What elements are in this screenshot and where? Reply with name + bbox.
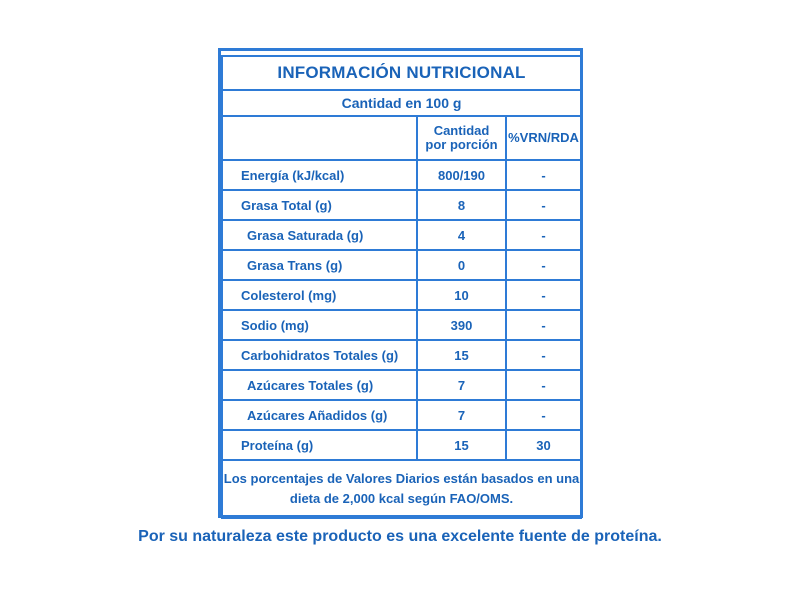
header-pct-cell: %VRN/RDA	[506, 116, 581, 160]
row-pct: -	[506, 340, 581, 370]
row-amount: 8	[417, 190, 506, 220]
row-label: Azúcares Totales (g)	[222, 370, 417, 400]
table-row	[222, 430, 581, 460]
row-label: Azúcares Añadidos (g)	[222, 400, 417, 430]
header-amount-line2: por porción	[425, 137, 498, 152]
row-amount: 7	[417, 400, 506, 430]
row-label: Grasa Total (g)	[222, 190, 417, 220]
table-row	[222, 280, 581, 310]
row-label: Proteína (g)	[222, 430, 417, 460]
row-amount: 390	[417, 310, 506, 340]
table-subtitle: Cantidad en 100 g	[222, 90, 581, 116]
header-empty-cell	[222, 116, 417, 160]
row-pct: -	[506, 280, 581, 310]
row-pct: -	[506, 190, 581, 220]
row-amount: 10	[417, 280, 506, 310]
row-pct: -	[506, 220, 581, 250]
table-title: INFORMACIÓN NUTRICIONAL	[222, 56, 581, 90]
table-footnote	[222, 460, 581, 518]
row-pct: -	[506, 310, 581, 340]
table-row	[222, 400, 581, 430]
table-row	[222, 220, 581, 250]
table-row	[222, 340, 581, 370]
table-row	[222, 370, 581, 400]
row-amount: 4	[417, 220, 506, 250]
table-row	[222, 160, 581, 190]
table-row	[222, 310, 581, 340]
nutrition-facts-table	[221, 55, 582, 519]
row-pct: -	[506, 160, 581, 190]
row-amount: 15	[417, 340, 506, 370]
row-amount: 7	[417, 370, 506, 400]
row-amount: 800/190	[417, 160, 506, 190]
row-label: Grasa Saturada (g)	[222, 220, 417, 250]
protein-claim-note: Por su naturaleza este producto es una excelente fuente de proteína.	[138, 528, 662, 545]
row-label: Grasa Trans (g)	[222, 250, 417, 280]
row-label: Energía (kJ/kcal)	[222, 160, 417, 190]
footnote-line2: dieta de 2,000 kcal según FAO/OMS.	[289, 491, 514, 506]
row-pct: -	[506, 400, 581, 430]
header-amount-cell	[417, 116, 506, 160]
row-label: Colesterol (mg)	[222, 280, 417, 310]
row-amount: 15	[417, 430, 506, 460]
table-row	[222, 190, 581, 220]
header-amount-line1: Cantidad	[433, 123, 490, 138]
table-row	[222, 250, 581, 280]
row-pct: 30	[506, 430, 581, 460]
row-pct: -	[506, 370, 581, 400]
footnote-line1: Los porcentajes de Valores Diarios están basados en una	[223, 471, 580, 486]
row-pct: -	[506, 250, 581, 280]
row-label: Sodio (mg)	[222, 310, 417, 340]
row-amount: 0	[417, 250, 506, 280]
row-label: Carbohidratos Totales (g)	[222, 340, 417, 370]
